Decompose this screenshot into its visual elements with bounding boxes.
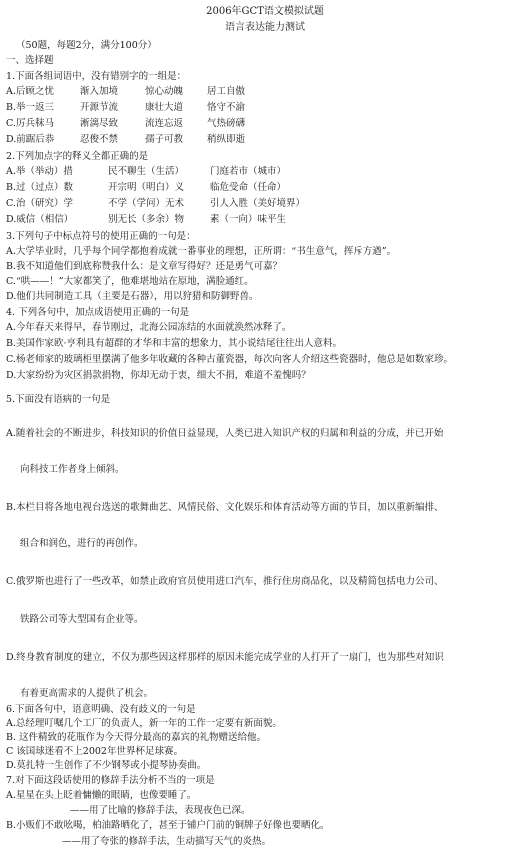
- option-cell: D.前踞后恭: [6, 134, 55, 145]
- exam-title: 2006年GCT语文模拟试题: [206, 6, 324, 17]
- section-heading: 一、选择题: [6, 55, 54, 66]
- question-4-stem: 4. 下列各句中，加点成语使用正确的一句是: [6, 307, 190, 318]
- option-cell: B.举一返三: [6, 102, 55, 113]
- option-cell: 流连忘返: [145, 118, 184, 129]
- question-2-stem: 2.下列加点字的释义全都正确的是: [6, 151, 149, 162]
- option-b: B.我不知道他们到底称赞我什么：是文章写得好？还是勇气可嘉？: [6, 261, 283, 272]
- option-cell: A.后顾之忧: [6, 86, 54, 97]
- option-d-continued: 有着更高需求的人提供了机会。: [20, 688, 154, 699]
- option-cell: D.威信（相信）: [6, 214, 74, 225]
- option-cell: 不学（学问）无术: [108, 198, 185, 209]
- exam-subtitle: 语言表达能力测试: [225, 22, 305, 33]
- option-a: A.今年春天来得早，春节刚过，北海公园冻结的水面就涣然冰释了。: [6, 322, 292, 333]
- option-cell: 开宗明（明白）义: [108, 182, 185, 193]
- option-cell: 孺子可教: [145, 134, 184, 145]
- question-1-stem: 1.下面各组词语中，没有错别字的一组是：: [6, 71, 187, 82]
- option-b-analysis: ——用了夸张的修辞手法，生动描写天气的炎热。: [62, 836, 272, 847]
- option-cell: 忍俊不禁: [80, 134, 119, 145]
- option-a: A.星星在头上眨着慵懒的眼睛，也像要睡了。: [6, 790, 197, 801]
- option-cell: 门庭若市（城市）: [210, 166, 287, 177]
- question-3-stem: 3.下列句子中标点符号的使用正确的一句是：: [6, 231, 196, 242]
- option-a: A.大学毕业时，几乎每个同学都抱着成就一番事业的理想，正所谓：“书生意气，挥斥方遒”。: [6, 246, 397, 257]
- option-cell: 引人入胜（美好境界）: [210, 198, 306, 209]
- option-a: A.总经理叮嘱几个工厂的负责人，新一年的工作一定要有新面貌。: [6, 718, 282, 729]
- option-b: B. 这件精致的花瓶作为今天得分最高的嘉宾的礼物赠送给他。: [6, 732, 267, 743]
- question-5-stem: 5.下面没有语病的一句是: [6, 394, 111, 405]
- option-cell: 别无长（多余）物: [108, 214, 185, 225]
- option-cell: 居工自傲: [207, 86, 246, 97]
- option-a-analysis: ——用了比喻的修辞手法，表现夜色已深。: [70, 805, 251, 816]
- option-d: D.大家纷纷为灾区捐款捐物，你却无动于衷，细大不捐，难道不羞愧吗？: [6, 370, 311, 381]
- option-cell: 临危受命（任命）: [210, 182, 287, 193]
- question-7-stem: 7.对下面这段话使用的修辞手法分析不当的一项是: [6, 775, 215, 786]
- option-cell: A.举（举动）措: [6, 166, 73, 177]
- option-a: A.随着社会的不断进步，科技知识的价值日益显现，人类已进入知识产权的归属和利益的分成，并已开始: [6, 428, 444, 439]
- option-cell: 惊心动魄: [145, 86, 184, 97]
- option-cell: C.厉兵秣马: [6, 118, 54, 129]
- option-d: D.终身教育制度的建立，不仅为那些因这样那样的原因未能完成学业的人打开了一扇门，也为那些对知识: [6, 652, 444, 663]
- option-c: C 该国球迷看不上2002年世界杯足球赛。: [6, 746, 183, 757]
- option-cell: 气热磅礴: [207, 118, 246, 129]
- option-cell: 恪守不渝: [207, 102, 246, 113]
- option-c: C.杨老师家的玻璃柜里摆满了他多年收藏的各种古董瓷器，每次向客人介绍这些瓷器时，他总是如数家珍。: [6, 354, 453, 365]
- option-cell: 素（一向）味平生: [210, 214, 287, 225]
- option-cell: 稍纵即逝: [207, 134, 246, 145]
- option-cell: 渐入加境: [80, 86, 119, 97]
- option-b: B.本栏目将各地电视台选送的歌舞曲艺、风情民俗、文化娱乐和体育活动等方面的节目，加以重新编排、: [6, 502, 444, 513]
- option-cell: 淅漓尽致: [80, 118, 119, 129]
- option-cell: B.过（过点）数: [6, 182, 74, 193]
- option-cell: 民不聊生（生活）: [108, 166, 185, 177]
- option-a-continued: 向科技工作者身上倾斜。: [20, 464, 125, 475]
- question-6-stem: 6.下面各句中，语意明确、没有歧义的一句是: [6, 704, 196, 715]
- option-c: C.“哄——！”大家都笑了，他难堪地站在原地，满脸通红。: [6, 276, 254, 287]
- option-b-continued: 组合和润色，进行的再创作。: [20, 538, 144, 549]
- option-d: D.他们共同制造工具（主要是石器），用以狩猎和防御野兽。: [6, 291, 259, 302]
- option-b: B.美国作家欧·亨利具有超群的才华和丰富的想象力，其小说结尾往往出人意料。: [6, 338, 343, 349]
- option-cell: 开源节流: [80, 102, 119, 113]
- option-c-continued: 铁路公司等大型国有企业等。: [20, 614, 144, 625]
- option-d: D.莫扎特一生创作了不少钢琴或小提琴协奏曲。: [6, 760, 207, 771]
- option-cell: C.治（研究）学: [6, 198, 73, 209]
- option-c: C.俄罗斯也进行了一些改革，如禁止政府官员使用进口汽车，推行住房商品化，以及精简包括电力公司、: [6, 576, 444, 587]
- score-note: （50题，每题2分，满分100分）: [16, 40, 157, 51]
- option-b: B.小贩们不敢吆喝，柏油路晒化了，甚至于铺户门前的铜牌子好像也要晒化。: [6, 820, 330, 831]
- option-cell: 康壮大道: [145, 102, 184, 113]
